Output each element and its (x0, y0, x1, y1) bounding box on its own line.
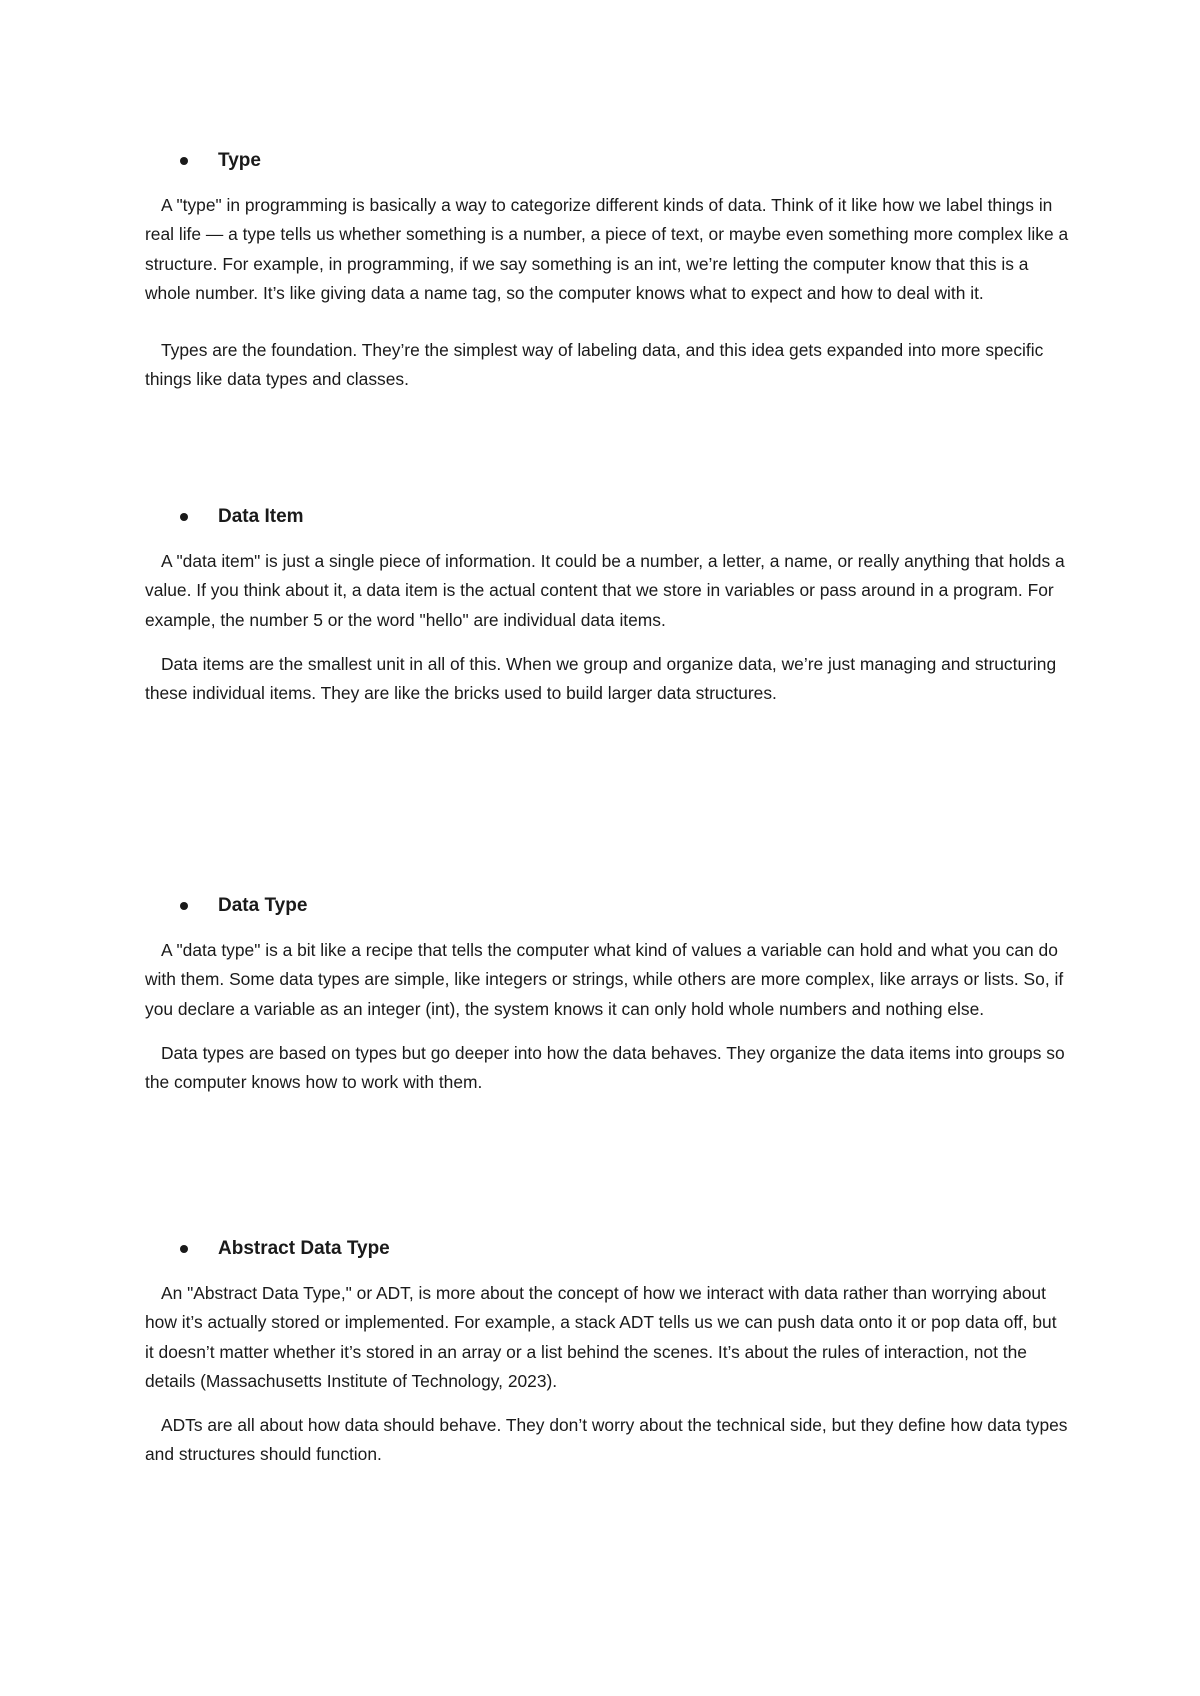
section-heading (145, 502, 1070, 532)
paragraph: A "type" in programming is basically a way to categorize different kinds of data. Think of it like how we label things in real life — a type tells us whether something is a number, a piece of text, or maybe even something more complex like a structure. For example, in programming, if we say something is an int, we’re letting the computer know that this is a whole number. It’s like giving data a name tag, so the computer knows what to expect and how to deal with it. (145, 195, 1069, 303)
paragraph: Types are the foundation. They’re the simplest way of labeling data, and this idea gets expanded into more specific things like data types and classes. (145, 340, 1044, 390)
section-abstract-data-type (145, 1234, 1070, 1470)
bullet-icon (180, 157, 188, 165)
section-data-item (145, 502, 1070, 708)
bullet-icon (180, 902, 188, 910)
section-title: Abstract Data Type (218, 1238, 390, 1259)
paragraph: Data items are the smallest unit in all of this. When we group and organize data, we’re just managing and structuring these individual items. They are like the bricks used to build larger data structures. (145, 653, 1057, 704)
section-data-type (145, 891, 1070, 1097)
section-title: Data Item (218, 506, 304, 527)
section-heading (145, 1234, 1070, 1264)
section-title: Data Type (218, 895, 308, 916)
section-heading (145, 146, 1070, 176)
paragraph: A "data type" is a bit like a recipe that tells the computer what kind of values a variable can hold and what you can do with them. Some data types are simple, like integers or strings, while others are more complex, like arrays or lists. So, if you declare a variable as an integer (int), the system knows it can only hold whole numbers and nothing else. (145, 940, 1064, 1019)
section-type (145, 146, 1070, 395)
paragraph: An "Abstract Data Type," or ADT, is more about the concept of how we interact with data rather than worrying about how it’s actually stored or implemented. For example, a stack ADT tells us we can push data onto it or pop data off, but it doesn’t matter whether it’s stored in an array or a list behind the scenes. It’s about the rules of interaction, not the details (Massachusetts Institute of Technology, 2023). (145, 1283, 1057, 1391)
bullet-icon (180, 1245, 188, 1253)
bullet-icon (180, 513, 188, 521)
paragraph: ADTs are all about how data should behave. They don’t worry about the technical side, but they define how data types and structures should function. (145, 1415, 1068, 1465)
section-title: Type (218, 150, 261, 171)
paragraph: Data types are based on types but go deeper into how the data behaves. They organize the data items into groups so the computer knows how to work with them. (145, 1042, 1065, 1093)
section-heading (145, 891, 1070, 921)
paragraph: A "data item" is just a single piece of information. It could be a number, a letter, a name, or really anything that holds a value. If you think about it, a data item is the actual content that we store in variables or pass around in a program. For example, the number 5 or the word "hello" are individual data items. (145, 551, 1065, 630)
